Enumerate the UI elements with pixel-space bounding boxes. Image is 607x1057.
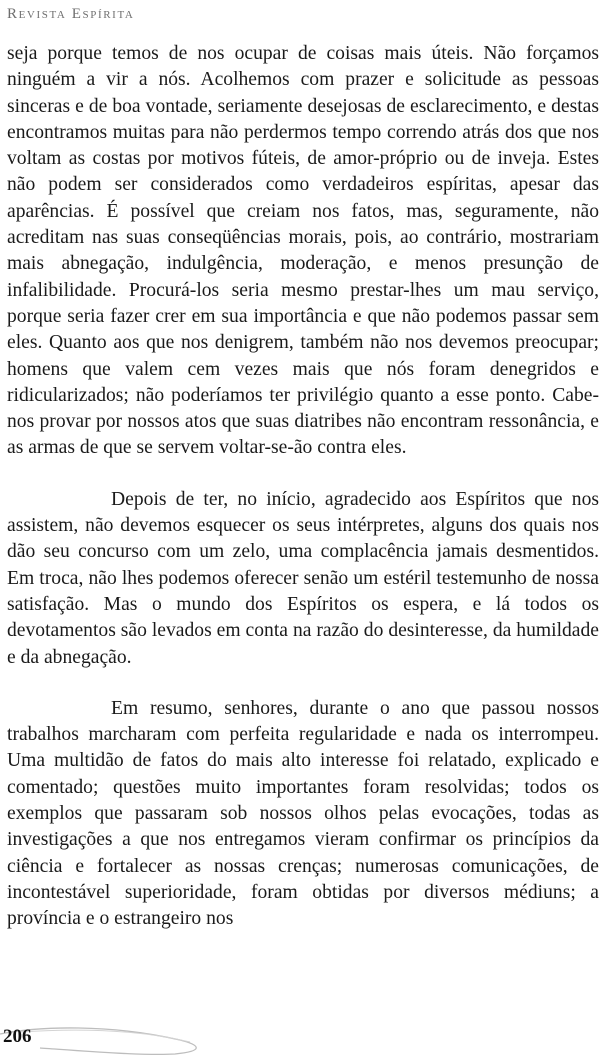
- page-number: 206: [3, 1026, 32, 1047]
- paragraph-spirit-interpreters: Depois de ter, no início, agradecido aos Espíritos que nos assistem, não devemos esquecer os seus intérpretes, alguns dos quais nos dão seu concurso com um zelo, uma complacência jamais desmentidos. Em troca, não lhes podemos oferecer senão um estéril testemunho de nossa satisfação. Mas o mundo dos Espíritos os espera, e lá todos os devotamentos são levados em conta na razão do desinteresse, da humildade e da abnegação.: [7, 488, 599, 668]
- page-body: [7, 41, 599, 933]
- footer-ornament: [0, 1018, 607, 1057]
- running-header: Revista Espírita: [7, 6, 135, 22]
- paragraph-continuation: seja porque temos de nos ocupar de coisas mais úteis. Não forçamos ninguém a vir a nós. Acolhemos com prazer e solicitude as pessoas sinceras e de boa vontade, seriamente desejosas de esclarecimento, e destas encontramos muitas para não perdermos tempo correndo atrás dos que nos voltam as costas por motivos fúteis, de amor-próprio ou de inveja. Estes não podem ser considerados como verdadeiros espíritas, apesar das aparências. É possível que creiam nos fatos, mas, seguramente, não acreditam nas suas conseqüências morais, pois, ao contrário, mostrariam mais abnegação, indulgência, moderação, e menos presunção de infalibilidade. Procurá-los seria mesmo prestar-lhes um mau serviço, porque seria fazer crer em sua importância e que não podemos passar sem eles. Quanto aos que nos denigrem, também não nos devemos preocupar; homens que valem cem vezes mais que nós foram denegridos e ridicularizados; não poderíamos ter privilégio quanto a esse ponto. Cabe-nos provar por nossos atos que suas diatribes não encontram ressonância, e as armas de que se servem voltar-se-ão contra eles.: [7, 43, 599, 459]
- footer-swoosh-line-inner: [20, 1030, 190, 1042]
- paragraph-summary: Em resumo, senhores, durante o ano que passou nossos trabalhos marcharam com perfeita regularidade e nada os interrompeu. Uma multidão de fatos do mais alto interesse foi relatado, explicado e comentado; questões muito importantes foram resolvidas; todos os exemplos que passaram sob nossos olhos pelas evocações, todas as investigações a que nos entregamos vieram confirmar os princípios da ciência e fortalecer as nossas crenças; numerosas comunicações, de incontestável superioridade, foram obtidas por diversos médiuns; a província e o estrangeiro nos: [7, 697, 599, 930]
